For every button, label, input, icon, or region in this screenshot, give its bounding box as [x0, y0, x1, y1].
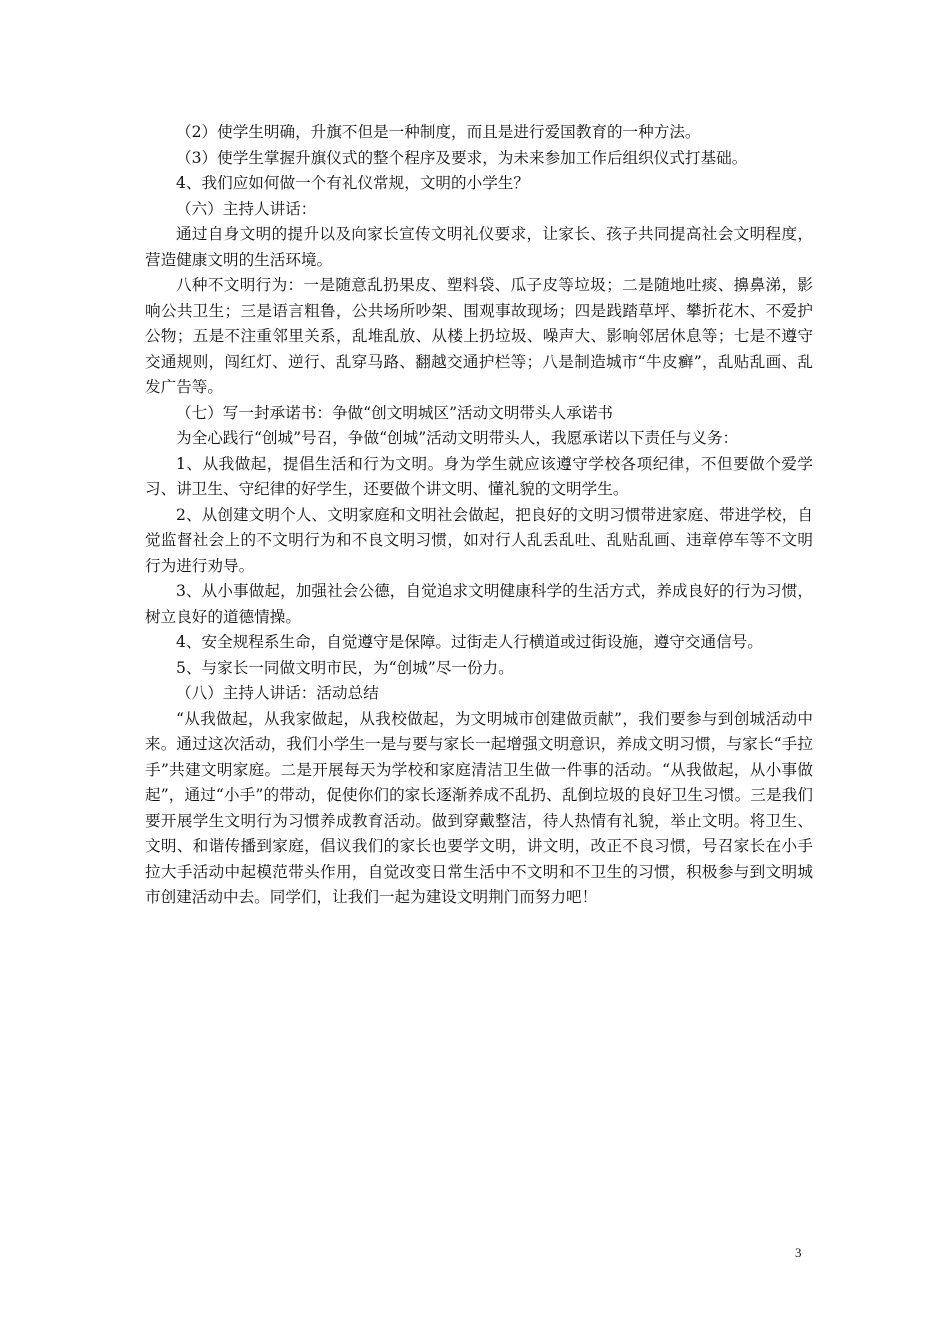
- pledge-item-3: 3、从小事做起，加强社会公德，自觉追求文明健康科学的生活方式，养成良好的行为习惯，树立良好的道德情操。: [145, 582, 813, 626]
- pledge-item-4: 4、安全规程系生命，自觉遵守是保障。过街走人行横道或过街设施，遵守交通信号。: [176, 633, 763, 651]
- paragraph-summary: “从我做起，从我家做起，从我校做起，为文明城市创建做贡献”，我们要参与到创城活动中来。通过这次活动，我们小学生一是与要与家长一起增强文明意识，养成文明习惯，与家长“手拉手”共建文明家庭。二是开展每天为学校和家庭清洁卫生做一件事的活动。“从我做起，从小事做起”，通过“小手”的带动，促使你们的家长逐渐养成不乱扔、乱倒垃圾的良好卫生习惯。三是我们要开展学生文明行为习惯养成教育活动。做到穿戴整洁，待人热情有礼貌，举止文明。将卫生、文明、和谐传播到家庭，倡议我们的家长也要学文明，讲文明，改正不良习惯，号召家长在小手拉大手活动中起模范带头作用，自觉改变日常生活中不文明和不卫生的习惯，积极参与到文明城市创建活动中去。同学们，让我们一起为建设文明荆门而努力吧！: [145, 709, 813, 906]
- document-body: [145, 120, 813, 911]
- paragraph-host-speech: 通过自身文明的提升以及向家长宣传文明礼仪要求，让家长、孩子共同提高社会文明程度，营造健康文明的生活环境。: [145, 225, 813, 269]
- paragraph-pledge-intro: 为全心践行“创城”号召，争做“创城”活动文明带头人，我愿承诺以下责任与义务：: [176, 429, 739, 447]
- pledge-item-1: 1、从我做起，提倡生活和行为文明。身为学生就应该遵守学校各项纪律，不但要做个爱学习、讲卫生、守纪律的好学生，还要做个讲文明、懂礼貌的文明学生。: [145, 454, 813, 498]
- paragraph-flag-procedure: （3）使学生掌握升旗仪式的整个程序及要求，为未来参加工作后组织仪式打基础。: [176, 148, 748, 167]
- paragraph-flag-clarify: （2）使学生明确，升旗不但是一种制度，而且是进行爱国教育的一种方法。: [176, 123, 701, 141]
- heading-section-6: （六）主持人讲话：: [176, 199, 317, 218]
- pledge-item-5: 5、与家长一同做文明市民，为“创城”尽一份力。: [176, 658, 514, 677]
- page-number: 3: [795, 1245, 802, 1260]
- pledge-item-2: 2、从创建文明个人、文明家庭和文明社会做起，把良好的文明习惯带进家庭、带进学校，自觉监督社会上的不文明行为和不良文明习惯，如对行人乱丢乱吐、乱贴乱画、违章停车等不文明行为进行劝导。: [145, 505, 813, 575]
- heading-section-7: （七）写一封承诺书：争做“创文明城区”活动文明带头人承诺书: [176, 403, 613, 422]
- paragraph-eight-behaviors: 八种不文明行为：一是随意乱扔果皮、塑料袋、瓜子皮等垃圾；二是随地吐痰、擤鼻涕，影响公共卫生；三是语言粗鲁，公共场所吵架、围观事故现场；四是践踏草坪、攀折花木、不爱护公物；五是不注重邻里关系，乱堆乱放、从楼上扔垃圾、噪声大、影响邻居休息等；七是不遵守交通规则，闯红灯、逆行、乱穿马路、翻越交通护栏等；八是制造城市“牛皮癣”，乱贴乱画、乱发广告等。: [145, 276, 813, 396]
- paragraph-question-4: 4、我们应如何做一个有礼仪常规，文明的小学生？: [176, 174, 529, 192]
- heading-section-8: （八）主持人讲话：活动总结: [176, 684, 379, 702]
